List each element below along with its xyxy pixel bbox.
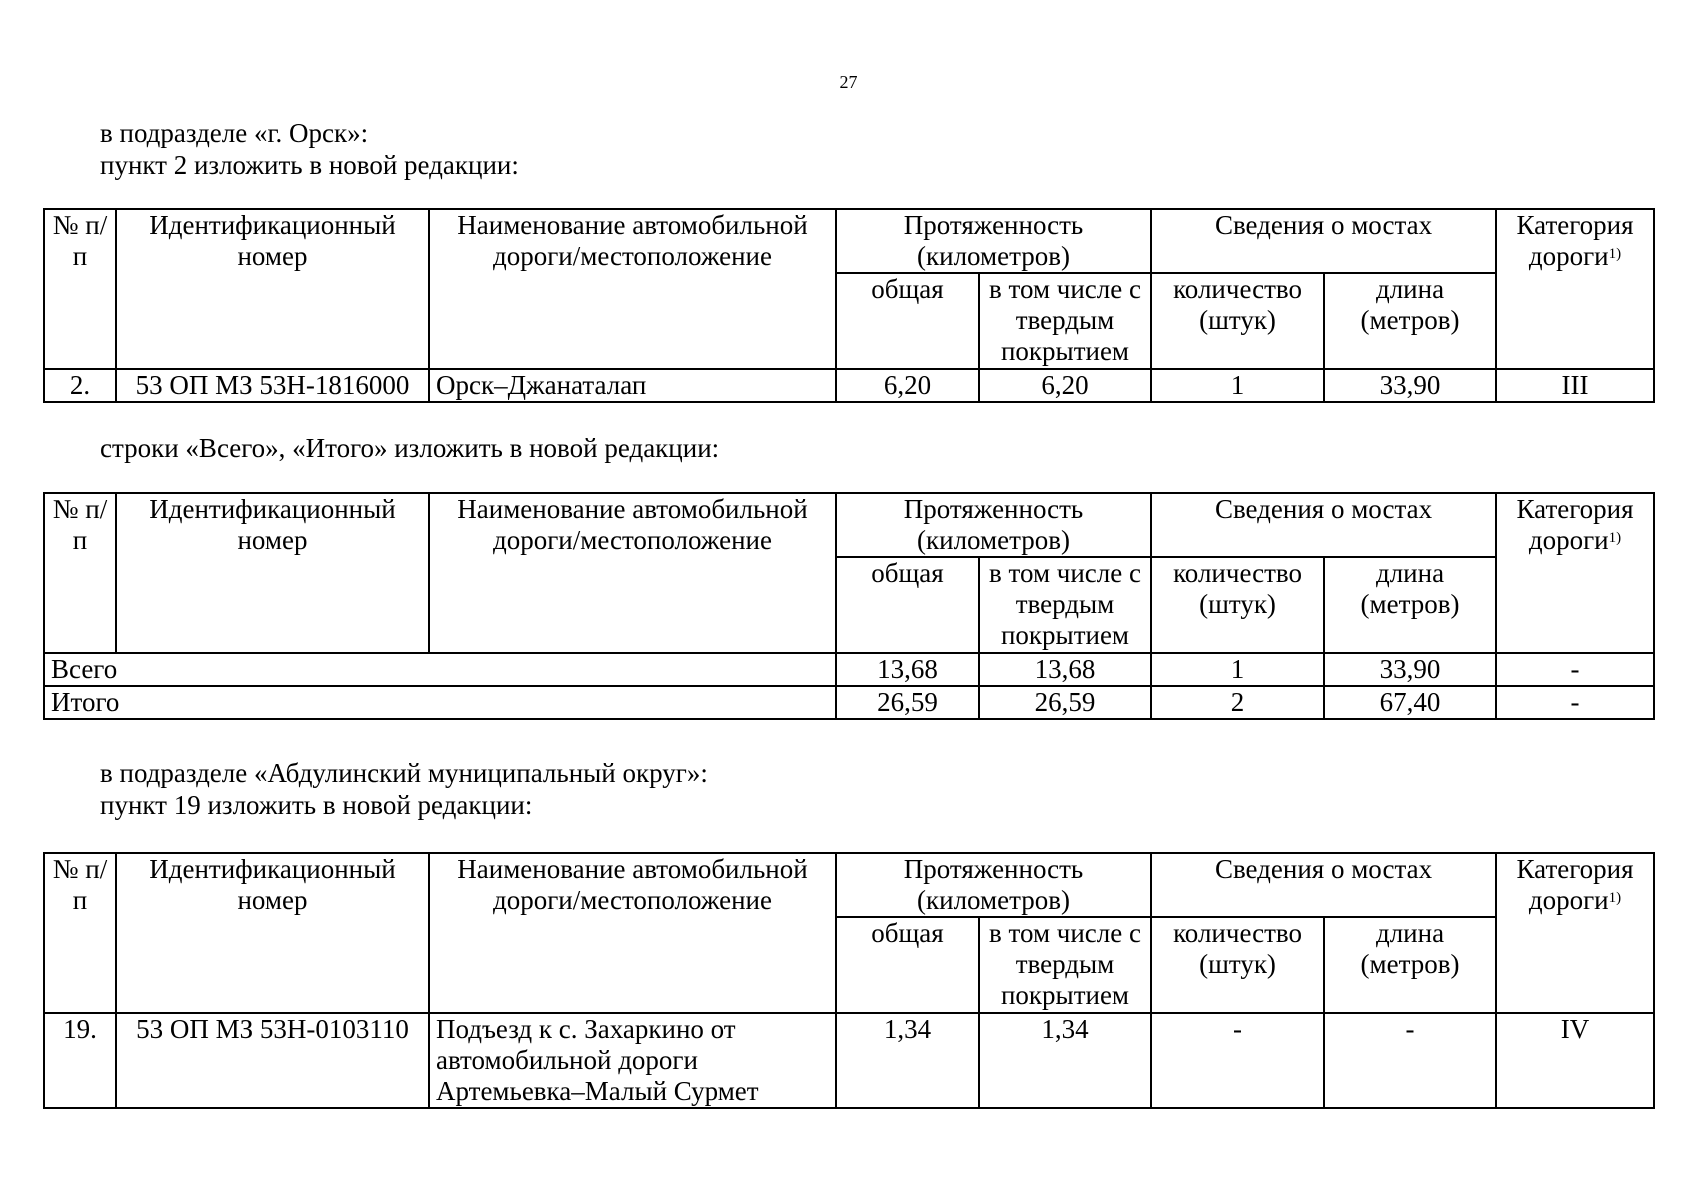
header-num: № п/п [44, 853, 116, 1013]
header-length-hard: в том числе с твердым покрытием [979, 557, 1151, 653]
cell-category: IV [1496, 1013, 1654, 1108]
cell-bridges-count: 1 [1151, 369, 1324, 402]
table-row [44, 1013, 1654, 1108]
cell-road-name: Подъезд к с. Захаркино от автомобильной дороги Артемьевка–Малый Сурмет [429, 1013, 836, 1108]
table-row-grand-total [44, 686, 1654, 719]
cell-bridges-length: - [1324, 1013, 1496, 1108]
header-bridges: Сведения о мостах [1151, 853, 1496, 917]
cell-num: 19. [44, 1013, 116, 1108]
cell-bridges-count: - [1151, 1013, 1324, 1108]
cell-num: 2. [44, 369, 116, 402]
section1-item-text: пункт 2 изложить в новой редакции: [100, 150, 519, 180]
section2-text: строки «Всего», «Итого» изложить в новой редакции: [100, 433, 720, 463]
header-bridges: Сведения о мостах [1151, 209, 1496, 273]
totals-table [43, 492, 1655, 720]
footnote-mark: 1) [1608, 890, 1622, 906]
header-id: Идентификационный номер [116, 493, 429, 653]
header-bridges-count: количество (штук) [1151, 557, 1324, 653]
cell-row-label: Всего [44, 653, 836, 686]
header-bridges-count: количество (штук) [1151, 917, 1324, 1013]
table-row [44, 369, 1654, 402]
cell-id: 53 ОП МЗ 53Н-1816000 [116, 369, 429, 402]
cell-length-hard: 1,34 [979, 1013, 1151, 1108]
header-bridges-length: длина (метров) [1324, 557, 1496, 653]
cell-length-hard: 13,68 [979, 653, 1151, 686]
header-num: № п/п [44, 209, 116, 369]
cell-length-total: 13,68 [836, 653, 979, 686]
header-length-total: общая [836, 917, 979, 1013]
section3-subsection-text: в подразделе «Абдулинский муниципальный округ»: [100, 758, 708, 788]
roads-table-abdulino [43, 852, 1655, 1109]
header-road-name: Наименование автомобильной дороги/местоположение [429, 853, 836, 1013]
header-length: Протяженность (километров) [836, 493, 1151, 557]
roads-table-orsk [43, 208, 1655, 403]
cell-length-hard: 26,59 [979, 686, 1151, 719]
header-length: Протяженность (километров) [836, 853, 1151, 917]
cell-length-total: 6,20 [836, 369, 979, 402]
header-road-name: Наименование автомобильной дороги/местоположение [429, 493, 836, 653]
header-length: Протяженность (километров) [836, 209, 1151, 273]
header-bridges: Сведения о мостах [1151, 493, 1496, 557]
header-length-hard: в том числе с твердым покрытием [979, 273, 1151, 369]
cell-category: - [1496, 653, 1654, 686]
cell-length-hard: 6,20 [979, 369, 1151, 402]
cell-row-label: Итого [44, 686, 836, 719]
header-category: Категория дороги$^{1)}$ [1496, 853, 1654, 1013]
cell-road-name: Орск–Джанаталап [429, 369, 836, 402]
header-road-name: Наименование автомобильной дороги/местоположение [429, 209, 836, 369]
cell-bridges-count: 2 [1151, 686, 1324, 719]
header-length-hard: в том числе с твердым покрытием [979, 917, 1151, 1013]
cell-bridges-length: 33,90 [1324, 369, 1496, 402]
header-category: Категория дороги$^{1)}$ [1496, 493, 1654, 653]
footnote-mark: 1) [1608, 246, 1622, 262]
cell-length-total: 1,34 [836, 1013, 979, 1108]
cell-bridges-length: 67,40 [1324, 686, 1496, 719]
table-row-total [44, 653, 1654, 686]
header-bridges-length: длина (метров) [1324, 917, 1496, 1013]
cell-bridges-count: 1 [1151, 653, 1324, 686]
cell-bridges-length: 33,90 [1324, 653, 1496, 686]
cell-length-total: 26,59 [836, 686, 979, 719]
header-bridges-length: длина (метров) [1324, 273, 1496, 369]
header-bridges-count: количество (штук) [1151, 273, 1324, 369]
section1-subsection-text: в подразделе «г. Орск»: [100, 118, 369, 148]
header-num: № п/п [44, 493, 116, 653]
header-length-total: общая [836, 273, 979, 369]
header-length-total: общая [836, 557, 979, 653]
cell-category: - [1496, 686, 1654, 719]
header-id: Идентификационный номер [116, 853, 429, 1013]
page-number: 27 [839, 72, 858, 92]
section3-item-text: пункт 19 изложить в новой редакции: [100, 790, 533, 820]
footnote-mark: 1) [1608, 530, 1622, 546]
cell-id: 53 ОП МЗ 53Н-0103110 [116, 1013, 429, 1108]
cell-category: III [1496, 369, 1654, 402]
header-category: Категория дороги$^{1)}$ [1496, 209, 1654, 369]
header-id: Идентификационный номер [116, 209, 429, 369]
